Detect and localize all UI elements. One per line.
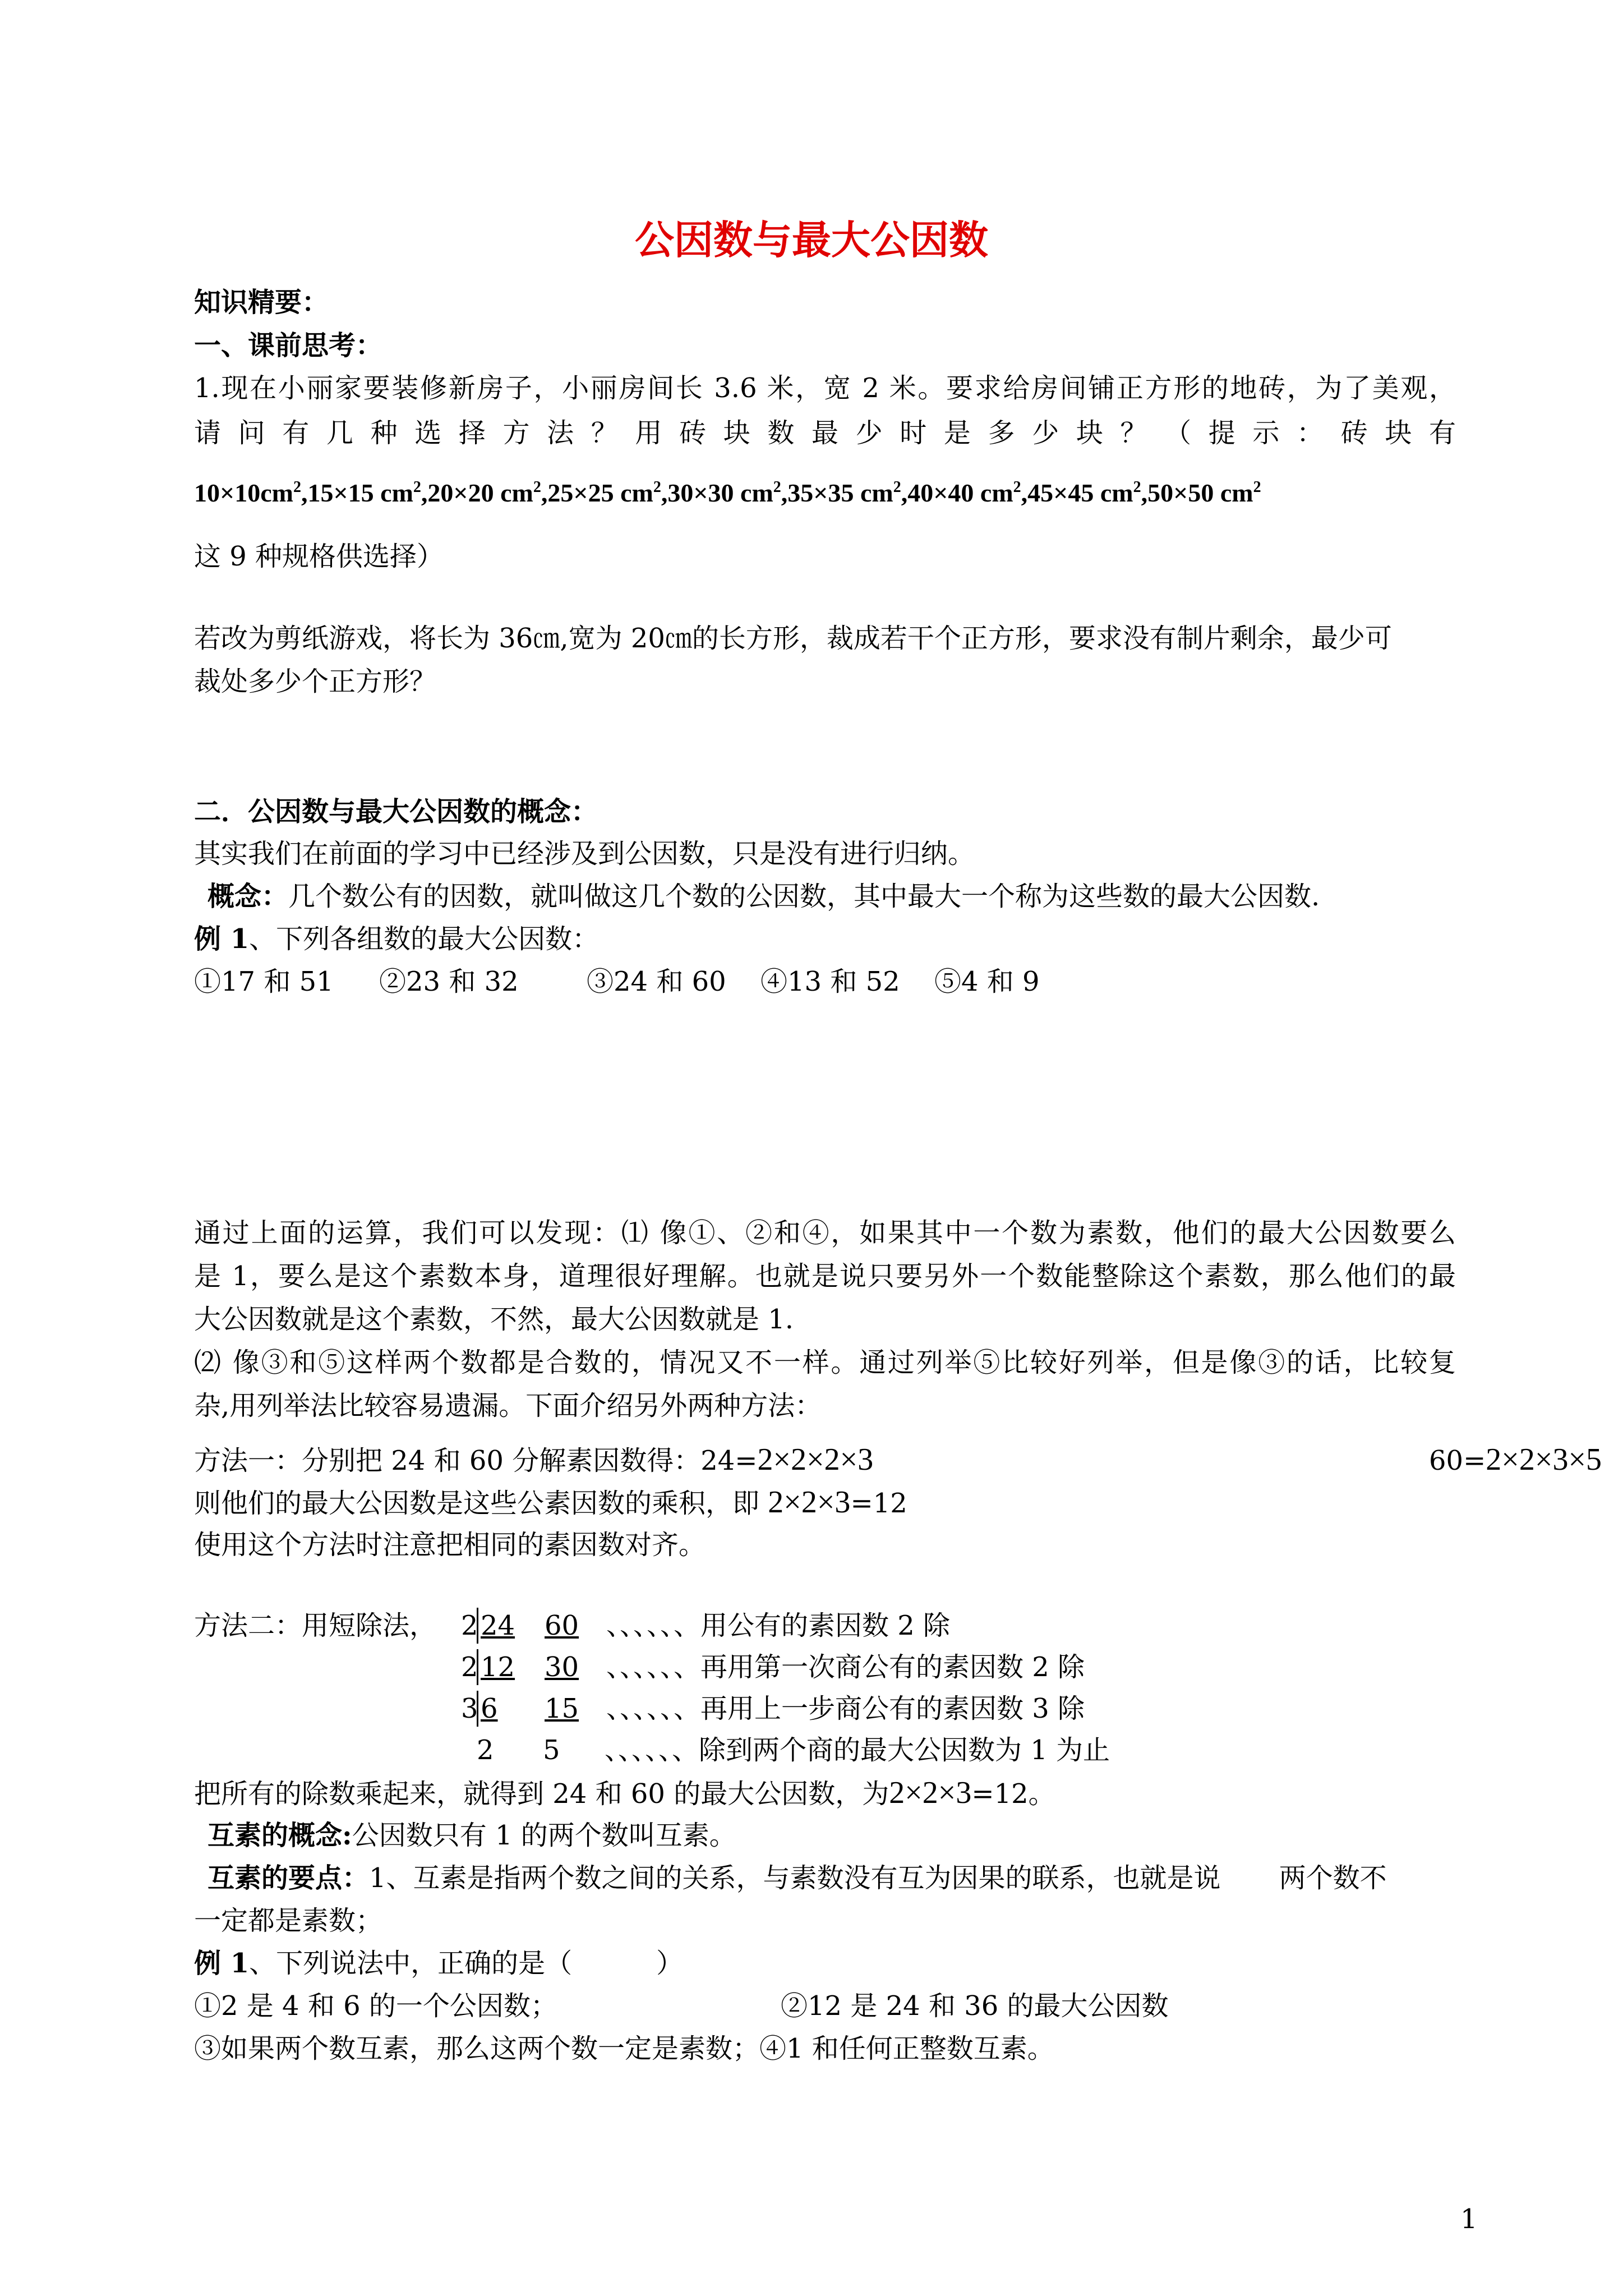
method2-row-4 xyxy=(194,1732,1110,1768)
tile-size: 25×25 cm xyxy=(547,478,653,507)
coprime-key-points xyxy=(208,1860,1387,1896)
factorization-24: 2×2×2×3 xyxy=(757,1442,874,1477)
method2-row-1 xyxy=(194,1608,950,1644)
factorization-60: 2×2×3×5 xyxy=(1486,1442,1602,1477)
step-note: 、、、、、、除到两个商的最大公因数为 1 为止 xyxy=(605,1734,1110,1766)
intro-text: 其实我们在前面的学习中已经涉及到公因数，只是没有进行归纳。 xyxy=(194,838,975,869)
section-heading-prelesson: 一、课前思考： xyxy=(194,330,383,361)
option: ②12 是 24 和 36 的最大公因数 xyxy=(781,1990,1169,2022)
coprime-key-label: 互素的要点： xyxy=(208,1862,370,1894)
superscript: 2 xyxy=(893,478,901,496)
tile-size: 50×50 cm xyxy=(1147,478,1253,507)
method1-text: 方法一：分别把 24 和 60 分解素因数得：24= xyxy=(194,1445,758,1476)
example-item: ⑤4 和 9 xyxy=(934,966,1040,997)
coprime-label: 互素的概念: xyxy=(208,1820,352,1851)
concept-definition xyxy=(208,878,1320,914)
method2-result xyxy=(194,1775,1055,1812)
superscript: 2 xyxy=(1133,478,1141,496)
section-heading-essentials: 知识精要： xyxy=(194,287,329,318)
discussion-line2: 是 1，要么是这个素数本身，道理很好理解。也就是说只要另外一个数能整除这个素数，那么他们的最 xyxy=(194,1260,1456,1292)
discussion-line1: 通过上面的运算，我们可以发现：⑴ 像①、②和④，如果其中一个数为素数，他们的最大公因数要么 xyxy=(194,1217,1456,1249)
dividend-a: 24 xyxy=(477,1608,545,1644)
gcd-expression: 2×2×3 xyxy=(768,1485,851,1520)
superscript: 2 xyxy=(1253,478,1261,496)
dividend-a: 12 xyxy=(477,1649,545,1685)
option: ①2 是 4 和 6 的一个公因数； xyxy=(194,1990,557,2022)
method1-gcd-line xyxy=(194,1484,907,1521)
example-item: ③24 和 60 xyxy=(587,966,726,997)
section-heading-concept: 二．公因数与最大公因数的概念： xyxy=(194,796,598,827)
coprime-key-tail: 两个数不 xyxy=(1279,1862,1387,1894)
gcd-value: =12 xyxy=(850,1488,907,1519)
page-number: 1 xyxy=(1460,2203,1478,2235)
question1-line1: 1.现在小丽家要装修新房子，小丽房间长 3.6 米，宽 2 米。要求给房间铺正方形的地砖，为了美观， xyxy=(194,372,1456,404)
example-item: ①17 和 51 xyxy=(194,966,334,997)
method2-result-text: 把所有的除数乘起来，就得到 24 和 60 的最大公因数，为 xyxy=(194,1778,889,1810)
tile-size: 30×30 cm xyxy=(667,478,773,507)
question2-line1: 若改为剪纸游戏，将长为 36㎝,宽为 20㎝的长方形，裁成若干个正方形，要求没有制片剩余，最少可 xyxy=(194,623,1392,654)
example2-prompt xyxy=(194,1945,683,1981)
example-label: 例 1 xyxy=(194,923,250,955)
method2-result-val: =12。 xyxy=(971,1778,1055,1810)
step-note: 、、、、、、再用第一次商公有的素因数 2 除 xyxy=(606,1651,1085,1683)
concept-text: 几个数公有的因数，就叫做这几个数的公因数，其中最大一个称为这些数的最大公因数. xyxy=(288,881,1320,912)
example-text: 、下列说法中，正确的是（ xyxy=(249,1948,573,1979)
superscript: 2 xyxy=(533,478,541,496)
coprime-definition xyxy=(208,1818,736,1853)
method1-line xyxy=(194,1442,873,1479)
question2-line2: 裁处多少个正方形？ xyxy=(194,666,437,697)
divisor: 2 xyxy=(461,1610,478,1641)
method2-label: 方法二：用短除法， xyxy=(194,1610,437,1641)
tile-size: 40×40 cm xyxy=(907,478,1013,507)
dividend-b: 30 xyxy=(545,1651,579,1683)
method1-note: 使用这个方法时注意把相同的素因数对齐。 xyxy=(194,1529,706,1561)
divisor: 2 xyxy=(461,1651,478,1683)
method2-result-expr: 2×2×3 xyxy=(889,1775,972,1810)
concept-label: 概念： xyxy=(208,881,289,912)
example2-options-row2: ③如果两个数互素，那么这两个数一定是素数；④1 和任何正整数互素。 xyxy=(194,2033,1054,2064)
tile-size: 10×10cm xyxy=(194,478,293,507)
dividend-b: 60 xyxy=(545,1610,579,1641)
superscript: 2 xyxy=(293,478,301,496)
tile-size: 35×35 cm xyxy=(787,478,893,507)
example2-options-row1 xyxy=(194,1988,1169,2024)
coprime-key-line2: 一定都是素数； xyxy=(194,1905,383,1936)
example-item: ②23 和 32 xyxy=(379,966,519,997)
divisor: 3 xyxy=(461,1693,478,1724)
tile-size: 15×15 cm xyxy=(307,478,413,507)
superscript: 2 xyxy=(653,478,661,496)
tile-size: 20×20 cm xyxy=(427,478,533,507)
quotient-a: 2 xyxy=(477,1734,494,1766)
question1-line4: 这 9 种规格供选择） xyxy=(194,541,444,572)
superscript: 2 xyxy=(413,478,421,496)
example-text: 、下列各组数的最大公因数： xyxy=(249,923,600,955)
dividend-a: 6 xyxy=(477,1691,545,1727)
coprime-text: 公因数只有 1 的两个数叫互素。 xyxy=(352,1820,736,1851)
example-item: ④13 和 52 xyxy=(760,966,900,997)
example-close: ） xyxy=(656,1948,684,1979)
page-title: 公因数与最大公因数 xyxy=(635,217,988,263)
superscript: 2 xyxy=(773,478,781,496)
tile-size: 45×45 cm xyxy=(1027,478,1133,507)
question1-line2: 请 问 有 几 种 选 择 方 法 ？ 用 砖 块 数 最 少 时 是 多 少 块 ？ （ 提 示 ： 砖 块 有 xyxy=(194,417,1456,449)
discussion-line3: 大公因数就是这个素数，不然，最大公因数就是 1. xyxy=(194,1304,794,1335)
tile-size-list: $10\times 10cm^2,15\times 15$ $cm^2,20\times 20$ $cm^2,25\times 25$ $cm^2,30\times 30$ $cm^2,35\times 35$ $cm^2,40\times 40$ $cm^2,45\times 45$ $cm^2,50\times 50$ $cm^2$ xyxy=(194,478,1261,507)
factorization-60-line xyxy=(1429,1442,1602,1479)
example-label: 例 1 xyxy=(194,1948,250,1979)
discussion-line5: 杂,用列举法比较容易遗漏。下面介绍另外两种方法： xyxy=(194,1390,822,1421)
method2-row-2 xyxy=(194,1649,1085,1685)
coprime-key-text: 1、互素是指两个数之间的关系，与素数没有互为因果的联系，也就是说 xyxy=(369,1862,1221,1894)
step-note: 、、、、、、再用上一步商公有的素因数 3 除 xyxy=(606,1693,1085,1724)
method2-row-3 xyxy=(194,1691,1085,1727)
example1-prompt xyxy=(194,921,599,957)
example1-items xyxy=(194,964,1040,1000)
discussion-line4: ⑵ 像③和⑤这样两个数都是合数的，情况又不一样。通过列举⑤比较好列举，但是像③的话，比较复 xyxy=(194,1347,1456,1378)
method1-gcd-text: 则他们的最大公因数是这些公素因数的乘积，即 xyxy=(194,1488,768,1519)
superscript: 2 xyxy=(1013,478,1021,496)
factorization-60-label: 60= xyxy=(1429,1445,1486,1476)
dividend-b: 15 xyxy=(545,1693,579,1724)
quotient-b: 5 xyxy=(543,1734,560,1766)
step-note: 、、、、、、用公有的素因数 2 除 xyxy=(606,1610,951,1641)
